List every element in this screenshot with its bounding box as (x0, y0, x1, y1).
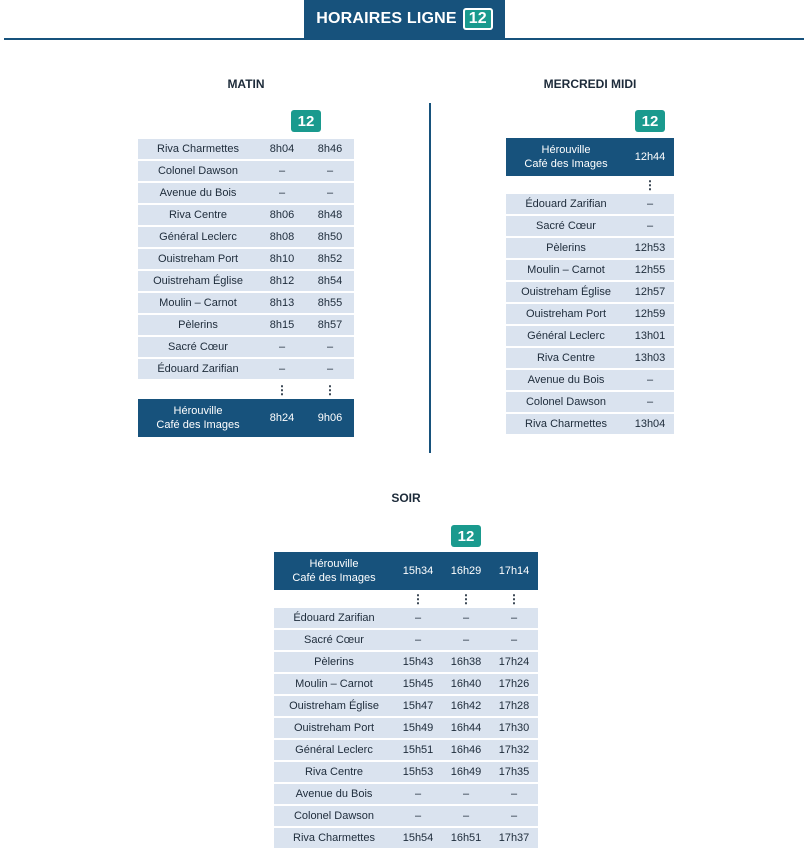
terminus-stop-line2: Café des Images (524, 158, 608, 170)
stop-name: Ouistreham Église (506, 281, 626, 303)
terminus-row (138, 399, 354, 437)
terminus-time: 16h29 (442, 552, 490, 590)
table-row (506, 281, 674, 303)
table-row (506, 369, 674, 391)
departure-time: – (306, 358, 354, 380)
terminus-time: 8h24 (258, 399, 306, 437)
table-row (506, 237, 674, 259)
table-row (274, 629, 538, 651)
matin-title: MATIN (227, 77, 265, 91)
table-row (274, 739, 538, 761)
stop-name: Riva Charmettes (506, 413, 626, 435)
table-row (274, 651, 538, 673)
table-row (274, 608, 538, 629)
departure-time: 16h38 (442, 651, 490, 673)
departure-time: – (626, 369, 674, 391)
terminus-stop (274, 552, 394, 590)
stop-name: Pèlerins (506, 237, 626, 259)
stop-name: Ouistreham Port (138, 248, 258, 270)
departure-time: 8h50 (306, 226, 354, 248)
departure-time: – (258, 336, 306, 358)
departure-time: 13h04 (626, 413, 674, 435)
departure-time: – (490, 783, 538, 805)
departure-time: 17h26 (490, 673, 538, 695)
table-row (138, 226, 354, 248)
continuation-row (274, 590, 538, 608)
departure-time: 15h45 (394, 673, 442, 695)
table-row (138, 139, 354, 160)
mercredi-title: MERCREDI MIDI (543, 77, 637, 91)
departure-time: 8h10 (258, 248, 306, 270)
terminus-stop-line2: Café des Images (156, 419, 240, 431)
departure-time: 13h01 (626, 325, 674, 347)
table-row (506, 413, 674, 435)
departure-time: – (626, 194, 674, 215)
table-row (274, 695, 538, 717)
stop-name: Général Leclerc (274, 739, 394, 761)
mercredi-line-badge: 12 (635, 110, 665, 132)
departure-time: 15h49 (394, 717, 442, 739)
departure-time: 17h32 (490, 739, 538, 761)
departure-time: 8h54 (306, 270, 354, 292)
stop-name: Sacré Cœur (506, 215, 626, 237)
departure-time: – (490, 629, 538, 651)
page-header (304, 0, 505, 38)
continuation-dots: ⋮ (508, 592, 520, 606)
matin-timetable (138, 139, 354, 437)
table-row (274, 805, 538, 827)
table-row (506, 194, 674, 215)
departure-time: – (394, 805, 442, 827)
departure-time: – (306, 336, 354, 358)
departure-time: 15h51 (394, 739, 442, 761)
terminus-time: 9h06 (306, 399, 354, 437)
table-row (138, 248, 354, 270)
stop-name: Avenue du Bois (138, 182, 258, 204)
departure-time: – (490, 608, 538, 629)
departure-time: – (394, 629, 442, 651)
terminus-stop-line1: Hérouville (173, 405, 223, 417)
table-row (506, 215, 674, 237)
stop-name: Ouistreham Église (138, 270, 258, 292)
departure-time: – (394, 783, 442, 805)
table-row (138, 292, 354, 314)
departure-time: 8h52 (306, 248, 354, 270)
departure-time: 8h55 (306, 292, 354, 314)
departure-time: – (490, 805, 538, 827)
stop-name: Édouard Zarifian (506, 194, 626, 215)
terminus-time: 15h34 (394, 552, 442, 590)
departure-time: – (306, 160, 354, 182)
table-row (274, 783, 538, 805)
departure-time: 15h47 (394, 695, 442, 717)
departure-time: 8h04 (258, 139, 306, 160)
continuation-dots: ⋮ (412, 592, 424, 606)
stop-name: Avenue du Bois (506, 369, 626, 391)
stop-name: Riva Centre (138, 204, 258, 226)
terminus-stop-line1: Hérouville (541, 144, 591, 156)
departure-time: 12h53 (626, 237, 674, 259)
matin-line-badge: 12 (291, 110, 321, 132)
table-row (506, 303, 674, 325)
departure-time: 17h37 (490, 827, 538, 849)
departure-time: 8h48 (306, 204, 354, 226)
departure-time: 12h59 (626, 303, 674, 325)
departure-time: 8h15 (258, 314, 306, 336)
departure-time: 8h13 (258, 292, 306, 314)
stop-name: Moulin – Carnot (138, 292, 258, 314)
stop-name: Moulin – Carnot (506, 259, 626, 281)
terminus-stop (138, 399, 258, 437)
table-row (274, 761, 538, 783)
table-row (138, 314, 354, 336)
stop-name: Édouard Zarifian (274, 608, 394, 629)
departure-time: 17h30 (490, 717, 538, 739)
stop-name: Riva Centre (274, 761, 394, 783)
stop-name: Colonel Dawson (274, 805, 394, 827)
departure-time: – (258, 160, 306, 182)
departure-time: 17h35 (490, 761, 538, 783)
departure-time: – (442, 629, 490, 651)
mercredi-timetable (506, 138, 674, 436)
continuation-spacer (506, 176, 626, 194)
stop-name: Pèlerins (138, 314, 258, 336)
stop-name: Riva Charmettes (274, 827, 394, 849)
departure-time: 12h55 (626, 259, 674, 281)
departure-time: 8h57 (306, 314, 354, 336)
table-row (138, 182, 354, 204)
terminus-row (274, 552, 538, 590)
departure-time: 8h06 (258, 204, 306, 226)
continuation-dots: ⋮ (276, 383, 288, 397)
departure-time: – (306, 182, 354, 204)
departure-time: – (626, 215, 674, 237)
terminus-row (506, 138, 674, 176)
stop-name: Ouistreham Port (506, 303, 626, 325)
stop-name: Riva Charmettes (138, 139, 258, 160)
table-row (274, 827, 538, 849)
continuation-dots: ⋮ (460, 592, 472, 606)
departure-time: – (626, 391, 674, 413)
table-row (138, 336, 354, 358)
continuation-dots: ⋮ (324, 383, 336, 397)
stop-name: Édouard Zarifian (138, 358, 258, 380)
departure-time: 16h40 (442, 673, 490, 695)
stop-name: Ouistreham Port (274, 717, 394, 739)
stop-name: Avenue du Bois (274, 783, 394, 805)
departure-time: – (394, 608, 442, 629)
departure-time: 8h46 (306, 139, 354, 160)
table-row (506, 325, 674, 347)
departure-time: 16h42 (442, 695, 490, 717)
stop-name: Riva Centre (506, 347, 626, 369)
stop-name: Moulin – Carnot (274, 673, 394, 695)
continuation-spacer (274, 590, 394, 608)
continuation-spacer (138, 380, 258, 399)
table-row (138, 160, 354, 182)
terminus-stop-line1: Hérouville (309, 558, 359, 570)
continuation-row (138, 380, 354, 399)
departure-time: 17h28 (490, 695, 538, 717)
stop-name: Colonel Dawson (506, 391, 626, 413)
departure-time: – (258, 182, 306, 204)
departure-time: 8h12 (258, 270, 306, 292)
stop-name: Colonel Dawson (138, 160, 258, 182)
terminus-time: 12h44 (626, 138, 674, 176)
table-row (274, 673, 538, 695)
stop-name: Sacré Cœur (274, 629, 394, 651)
table-row (506, 391, 674, 413)
table-row (506, 259, 674, 281)
table-row (138, 204, 354, 226)
departure-time: 17h24 (490, 651, 538, 673)
departure-time: 13h03 (626, 347, 674, 369)
continuation-dots: ⋮ (644, 178, 656, 192)
table-row (138, 270, 354, 292)
header-title: HORAIRES LIGNE (316, 10, 457, 27)
header-rule (4, 38, 804, 40)
departure-time: 15h43 (394, 651, 442, 673)
departure-time: – (442, 783, 490, 805)
stop-name: Pèlerins (274, 651, 394, 673)
soir-line-badge: 12 (451, 525, 481, 547)
departure-time: 12h57 (626, 281, 674, 303)
terminus-stop (506, 138, 626, 176)
stop-name: Général Leclerc (506, 325, 626, 347)
continuation-row (506, 176, 674, 194)
departure-time: 15h53 (394, 761, 442, 783)
stop-name: Sacré Cœur (138, 336, 258, 358)
line-badge: 12 (463, 8, 493, 30)
table-row (274, 717, 538, 739)
stop-name: Ouistreham Église (274, 695, 394, 717)
departure-time: 15h54 (394, 827, 442, 849)
departure-time: – (258, 358, 306, 380)
stop-name: Général Leclerc (138, 226, 258, 248)
departure-time: 16h44 (442, 717, 490, 739)
table-row (138, 358, 354, 380)
soir-timetable (274, 552, 538, 850)
terminus-stop-line2: Café des Images (292, 572, 376, 584)
departure-time: 16h51 (442, 827, 490, 849)
departure-time: – (442, 805, 490, 827)
departure-time: 16h46 (442, 739, 490, 761)
table-row (506, 347, 674, 369)
section-divider (429, 103, 431, 453)
terminus-time: 17h14 (490, 552, 538, 590)
departure-time: – (442, 608, 490, 629)
departure-time: 8h08 (258, 226, 306, 248)
departure-time: 16h49 (442, 761, 490, 783)
soir-title: SOIR (391, 491, 421, 505)
